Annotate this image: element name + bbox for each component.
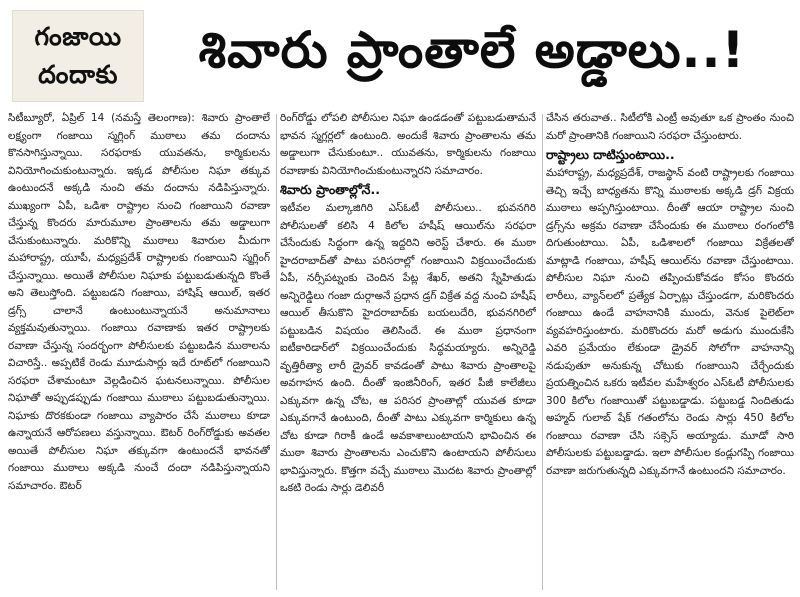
column-3-paragraph-2: మహారాష్ట్ర, మధ్యప్రదేశ్, రాజస్థాన్ వంటి రాష్ట్రాలకు గంజాయి తెచ్చి ఇచ్చే బాధ్యతను కొన్ని ముఠాలకు అక్కడి డ్రగ్ విక్రయ ముఠాలు అప్పగిస్తుంటాయి. దీంతో ఆయా రాష్ట్రాల నుంచి డ్రగ్స్‌ను అక్రమ రవాణా చేసేందుకు ఈ ముఠాలు రంగంలోకి దిగుతుంటాయి. ఏపీ, ఒడిశాలలో గంజాయి విక్రేతలతో మాట్లాడి గంజాయి, హషీష్ ఆయిల్‌ను రవాణా చేస్తుంటాయి. పోలీసుల నిఘా నుంచి తప్పించుకోవడం కోసం కొందరు లారీలు, వ్యాన్‌లలో ప్రత్యేక ఏర్పాట్లు చేస్తుండగా, మరికొందరు గంజాయి ఉండే వాహనానికి ముందు, వెనుక పైలెట్‌లా వ్యవహరిస్తుంటారు. మరికొందరు మరో అడుగు ముందుకేసి ఎవరి ప్రమేయం లేకుండా డ్రైవర్ సోలోగా వాహనాన్ని నడుపుతూ అనుకున్న చోటుకు గంజాయిని చేర్చేందుకు ప్రయత్నించిన ఒకరు ఇటీవల మహేశ్వరం ఎస్‌ఓటీ పోలీసులకు 300 కిలోల గంజాయితో పట్టుబడ్డాడు. పట్టుబడ్డ నిందితుడు అహ్మద్ గులాబ్ షేక్ గతంలోను రెండు సార్లు 450 కిలోల గంజాయి రవాణా చేసి సక్సెస్ అయ్యాడు. మూడో సారి పోలీసులకు పట్టుబడ్డాడు. ఇలా పోలీసుల కండ్లుగప్పి గంజాయి రవాణా జరుగుతున్నది ఎక్కువగానే ఉంటుందని సమాచారం. bbox=[546, 167, 794, 477]
column-3-paragraph-1: చేసిన తరువాత.. సిటీలోకి ఎంట్రీ అవుతూ ఒక ప్రాంతం నుంచి మరో ప్రాంతానికి గంజాయిని సరఫరా చేస్తుంటారు. bbox=[546, 112, 794, 142]
column-2-paragraph-1: రింగ్‌రోడ్డు లోపలి పోలీసుల నిఘా ఉండడంతో పట్టుబడుతామనే భావన స్మగ్లర్లలో ఉంటుంది. అందుకే శివారు ప్రాంతాలను తమ అడ్డాలుగా చేసుకుంటూ.. యువతను, కార్మికులను గంజాయి రవాణాకు వినియోగించుకుంటున్నారని సమాచారం. bbox=[280, 112, 536, 177]
headline: శివారు ప్రాంతాలే అడ్డాలు..! bbox=[198, 20, 746, 79]
column-2-paragraph-2: ఇటీవల మల్కాజిగిరి ఎస్‌ఓటీ పోలీసులు.. భువనగిరి పోలీసులతో కలిసి 4 కిలోల హషీష్ ఆయిల్‌ను సరఫరా చేసేందుకు సిద్ధంగా ఉన్న ఇద్దరిని అరెస్ట్ చేశారు. ఈ ముఠా హైదరాబాద్‌తో పాటు పరిసరాల్లో గంజాయిని విక్రయించేందుకు ఏపీ, నర్సీపట్నంకు చెందిన పేట్ల శేఖర్, అతని స్నేహితుడు అన్నిరెడ్డిలు గంజా దుర్గాఅనే ప్రధాన డ్రగ్ విక్రేత వద్ద నుంచి హషీష్ ఆయిల్ తీసుకొని హైదరాబాద్‌కు బయలుదేరి, భువనగిరిలో పట్టుబడిన విషయం తెలిసిందే. ఈ ముఠా ప్రధానంగా ఐటీకారిడార్‌లో విక్రయించేందుకు సిద్ధమయ్యారు. అన్నిరెడ్డి వృత్తిరీత్యా లారీ డ్రైవర్ కావడంతో పాటు శివారు ప్రాంతాలపై అవగాహన ఉంది. దీంతో ఇంజినీరింగ్, ఇతర పీజీ కాలేజీలు ఎక్కువగా ఉన్న చోట, ఆ పరిసర ప్రాంతాల్లో యువత కూడా ఎక్కువగానే ఉంటుంది, దీంతో పాటు ఎక్కువగా కార్మికులు ఉన్న చోట కూడా గిరాకీ ఉండే అవకాశాలుంటాయని భావించిన ఈ ముఠా శివారు ప్రాంతాలను ఎంచుకొని ఉంటాయని పోలీసులు భావిస్తున్నారు. కొత్తగా వచ్చే ముఠాలు మొదట శివారు ప్రాంతాల్లో ఒకటి రెండు సార్లు డెలివరీ bbox=[280, 202, 536, 494]
article-column-1 bbox=[8, 110, 270, 594]
article-column-2 bbox=[280, 110, 536, 594]
kicker-line-1: గంజాయి bbox=[34, 22, 122, 51]
column-1-paragraph: సిటీబ్యూరో, ఏప్రిల్ 14 (నమస్తే తెలంగాణ): శివారు ప్రాంతాలే లక్ష్యంగా గంజాయి స్మగ్లింగ్ ముఠాలు తమ దందాను కొనసాగిస్తున్నాయి. సరఫరాకు యువతను, కార్మికులను వినియోగించుకుంటున్నారు. ఇక్కడ పోలీసుల నిఘా తక్కువ ఉంటుందనే అక్కడి నుంచి తమ దందాను నడిపిస్తున్నారు. ముఖ్యంగా ఏపీ, ఒడిశా రాష్ట్రాల నుంచి గంజాయిని రవాణా చేస్తున్న కొందరు మారుమూల ప్రాంతాలను తమ అడ్డాలుగా చేసుకుంటున్నారు. మరికొన్ని ముఠాలు శివారుల మీదుగా మహారాష్ట్ర, యూపీ, మధ్యప్రదేశ్ రాష్ట్రాలకు గంజాయిని స్మగ్లింగ్ చేస్తున్నాయి. అయితే పోలీసుల నిఘాకు పట్టుబడుతున్నది కొంతే అని తెలుస్తోంది. పట్టుబడని గంజాయి, హాషిష్ ఆయిల్, ఇతర డ్రగ్స్ చాలానే ఉంటుంటున్నాయనే అనుమానాలు వ్యక్తమవుతున్నాయి. గంజాయి రవాణాకు ఇతర రాష్ట్రాలకు రవాణా చేస్తున్న సందర్భంగా పోలీసులకు పట్టుబడిన ముఠాలను విచారిస్తే.. అప్పటికే రెండు మూడుసార్లు ఇదే రూట్‌లో గంజాయిని సరఫరా చేశామంటూ వెల్లడించిన ఘటనలున్నాయి. పోలీసుల నిఘాతో అప్పుడప్పుడు గంజాయి ముఠాలు పట్టుబడుతున్నాయి. నిఘాకు దొరకకుండా గంజాయి వ్యాపారం చేసే ముఠాలు కూడా ఉన్నాయనే ఆరోపణలు వస్తున్నాయి. ఔటర్ రింగ్‌రోడ్డుకు అవతల అయితే పోలీసుల నిఘా తక్కువగా ఉంటుందనే భావనతో గంజాయి ముఠాలు అక్కడి నుంచే దందా నడిపిస్తున్నాయని సమాచారం. ఔటర్ bbox=[8, 112, 270, 492]
kicker-box bbox=[12, 10, 144, 102]
subheading-states: రాష్ట్రాలు దాటిస్తుంటాయి.. bbox=[546, 147, 675, 162]
article-column-3 bbox=[546, 110, 794, 594]
subheading-outskirts: శివారు ప్రాంతాల్లోనే.. bbox=[280, 182, 380, 197]
kicker-line-2: దందాకు bbox=[38, 60, 118, 89]
article-body bbox=[8, 110, 794, 594]
